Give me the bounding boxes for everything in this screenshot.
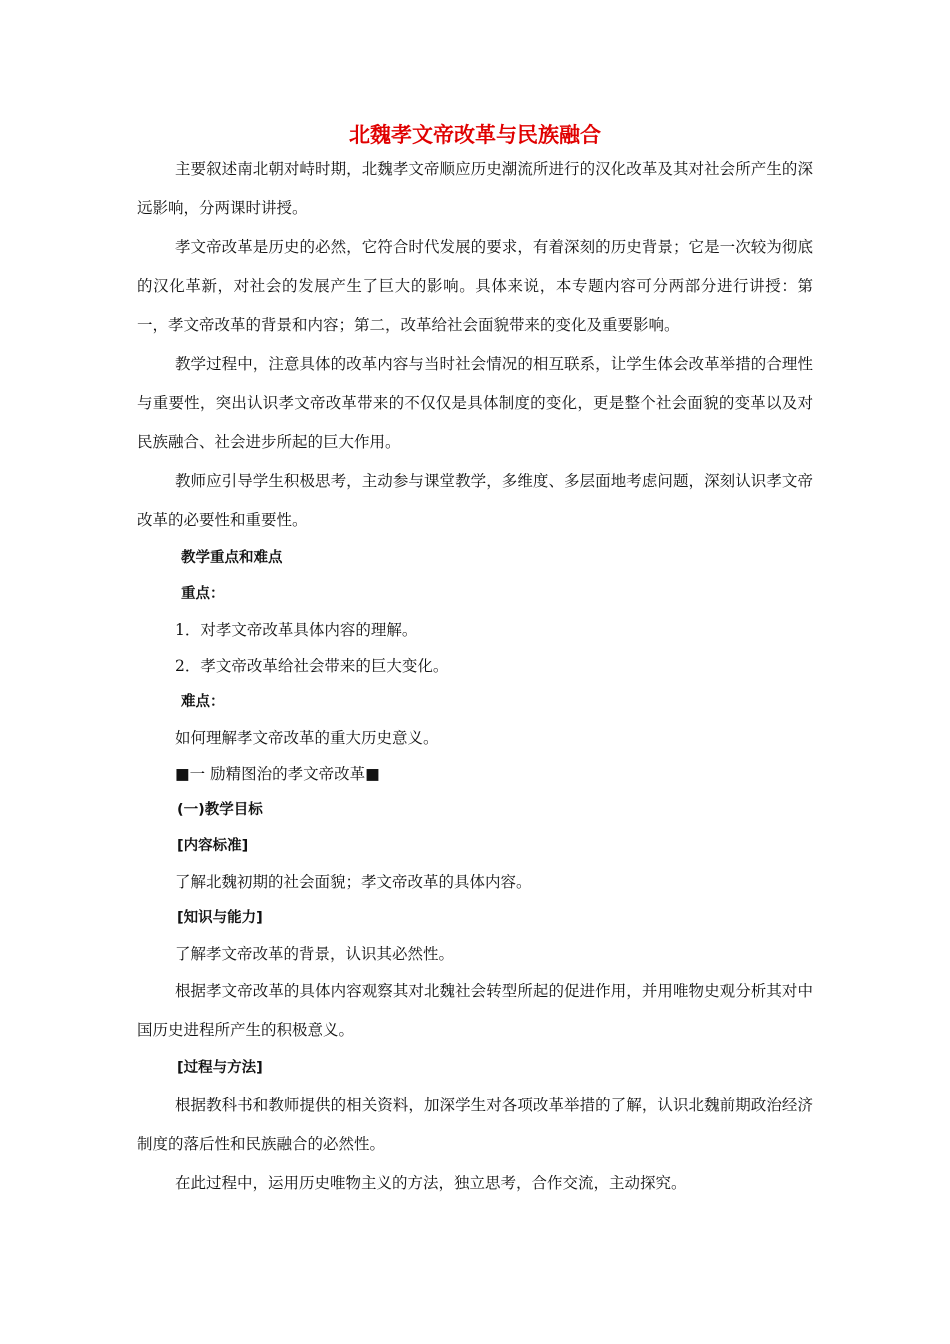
- document-title: 北魏孝文帝改革与民族融合: [349, 123, 601, 147]
- difficulty-label: 难点：: [181, 694, 225, 710]
- knowledge-heading: [知识与能力]: [177, 910, 263, 926]
- standard-heading: [内容标准]: [177, 838, 249, 854]
- process-text-1: 根据教科书和教师提供的相关资料，加深学生对各项改革举措的了解，认识北魏前期政治经济制度的落后性和民族融合的必然性。: [137, 1096, 813, 1153]
- document-body: [137, 150, 813, 1203]
- process-text-2: 在此过程中，运用历史唯物主义的方法，独立思考，合作交流，主动探究。: [175, 1174, 687, 1192]
- key-label: 重点：: [181, 586, 225, 602]
- key-section-heading: 教学重点和难点: [181, 550, 283, 566]
- key-item-2: 2．孝文帝改革给社会带来的巨大变化。: [175, 657, 449, 675]
- intro-paragraph-3: 教学过程中，注意具体的改革内容与当时社会情况的相互联系，让学生体会改革举措的合理性与重要性，突出认识孝文帝改革带来的不仅仅是具体制度的变化，更是整个社会面貌的变革以及对民族融合、社会进步所起的巨大作用。: [137, 355, 813, 451]
- intro-paragraph-2: 孝文帝改革是历史的必然，它符合时代发展的要求，有着深刻的历史背景；它是一次较为彻底的汉化革新，对社会的发展产生了巨大的影响。具体来说，本专题内容可分两部分进行讲授：第一，孝文帝改革的背景和内容；第二，改革给社会面貌带来的变化及重要影响。: [137, 238, 813, 334]
- difficulty-text: 如何理解孝文帝改革的重大历史意义。: [175, 729, 439, 747]
- knowledge-text-1: 了解孝文帝改革的背景，认识其必然性。: [175, 945, 455, 963]
- key-item-1: 1．对孝文帝改革具体内容的理解。: [175, 621, 418, 639]
- knowledge-text-2: 根据孝文帝改革的具体内容观察其对北魏社会转型所起的促进作用，并用唯物史观分析其对中国历史进程所产生的积极意义。: [137, 982, 813, 1039]
- process-heading: [过程与方法]: [177, 1060, 263, 1076]
- intro-paragraph-1: 主要叙述南北朝对峙时期，北魏孝文帝顺应历史潮流所进行的汉化改革及其对社会所产生的深远影响，分两课时讲授。: [137, 160, 813, 217]
- standard-text: 了解北魏初期的社会面貌；孝文帝改革的具体内容。: [175, 873, 532, 891]
- unit-heading: ■一 励精图治的孝文帝改革■: [175, 765, 380, 783]
- goal-heading: (一)教学目标: [177, 802, 263, 818]
- intro-paragraph-4: 教师应引导学生积极思考，主动参与课堂教学，多维度、多层面地考虑问题，深刻认识孝文帝改革的必要性和重要性。: [137, 472, 813, 529]
